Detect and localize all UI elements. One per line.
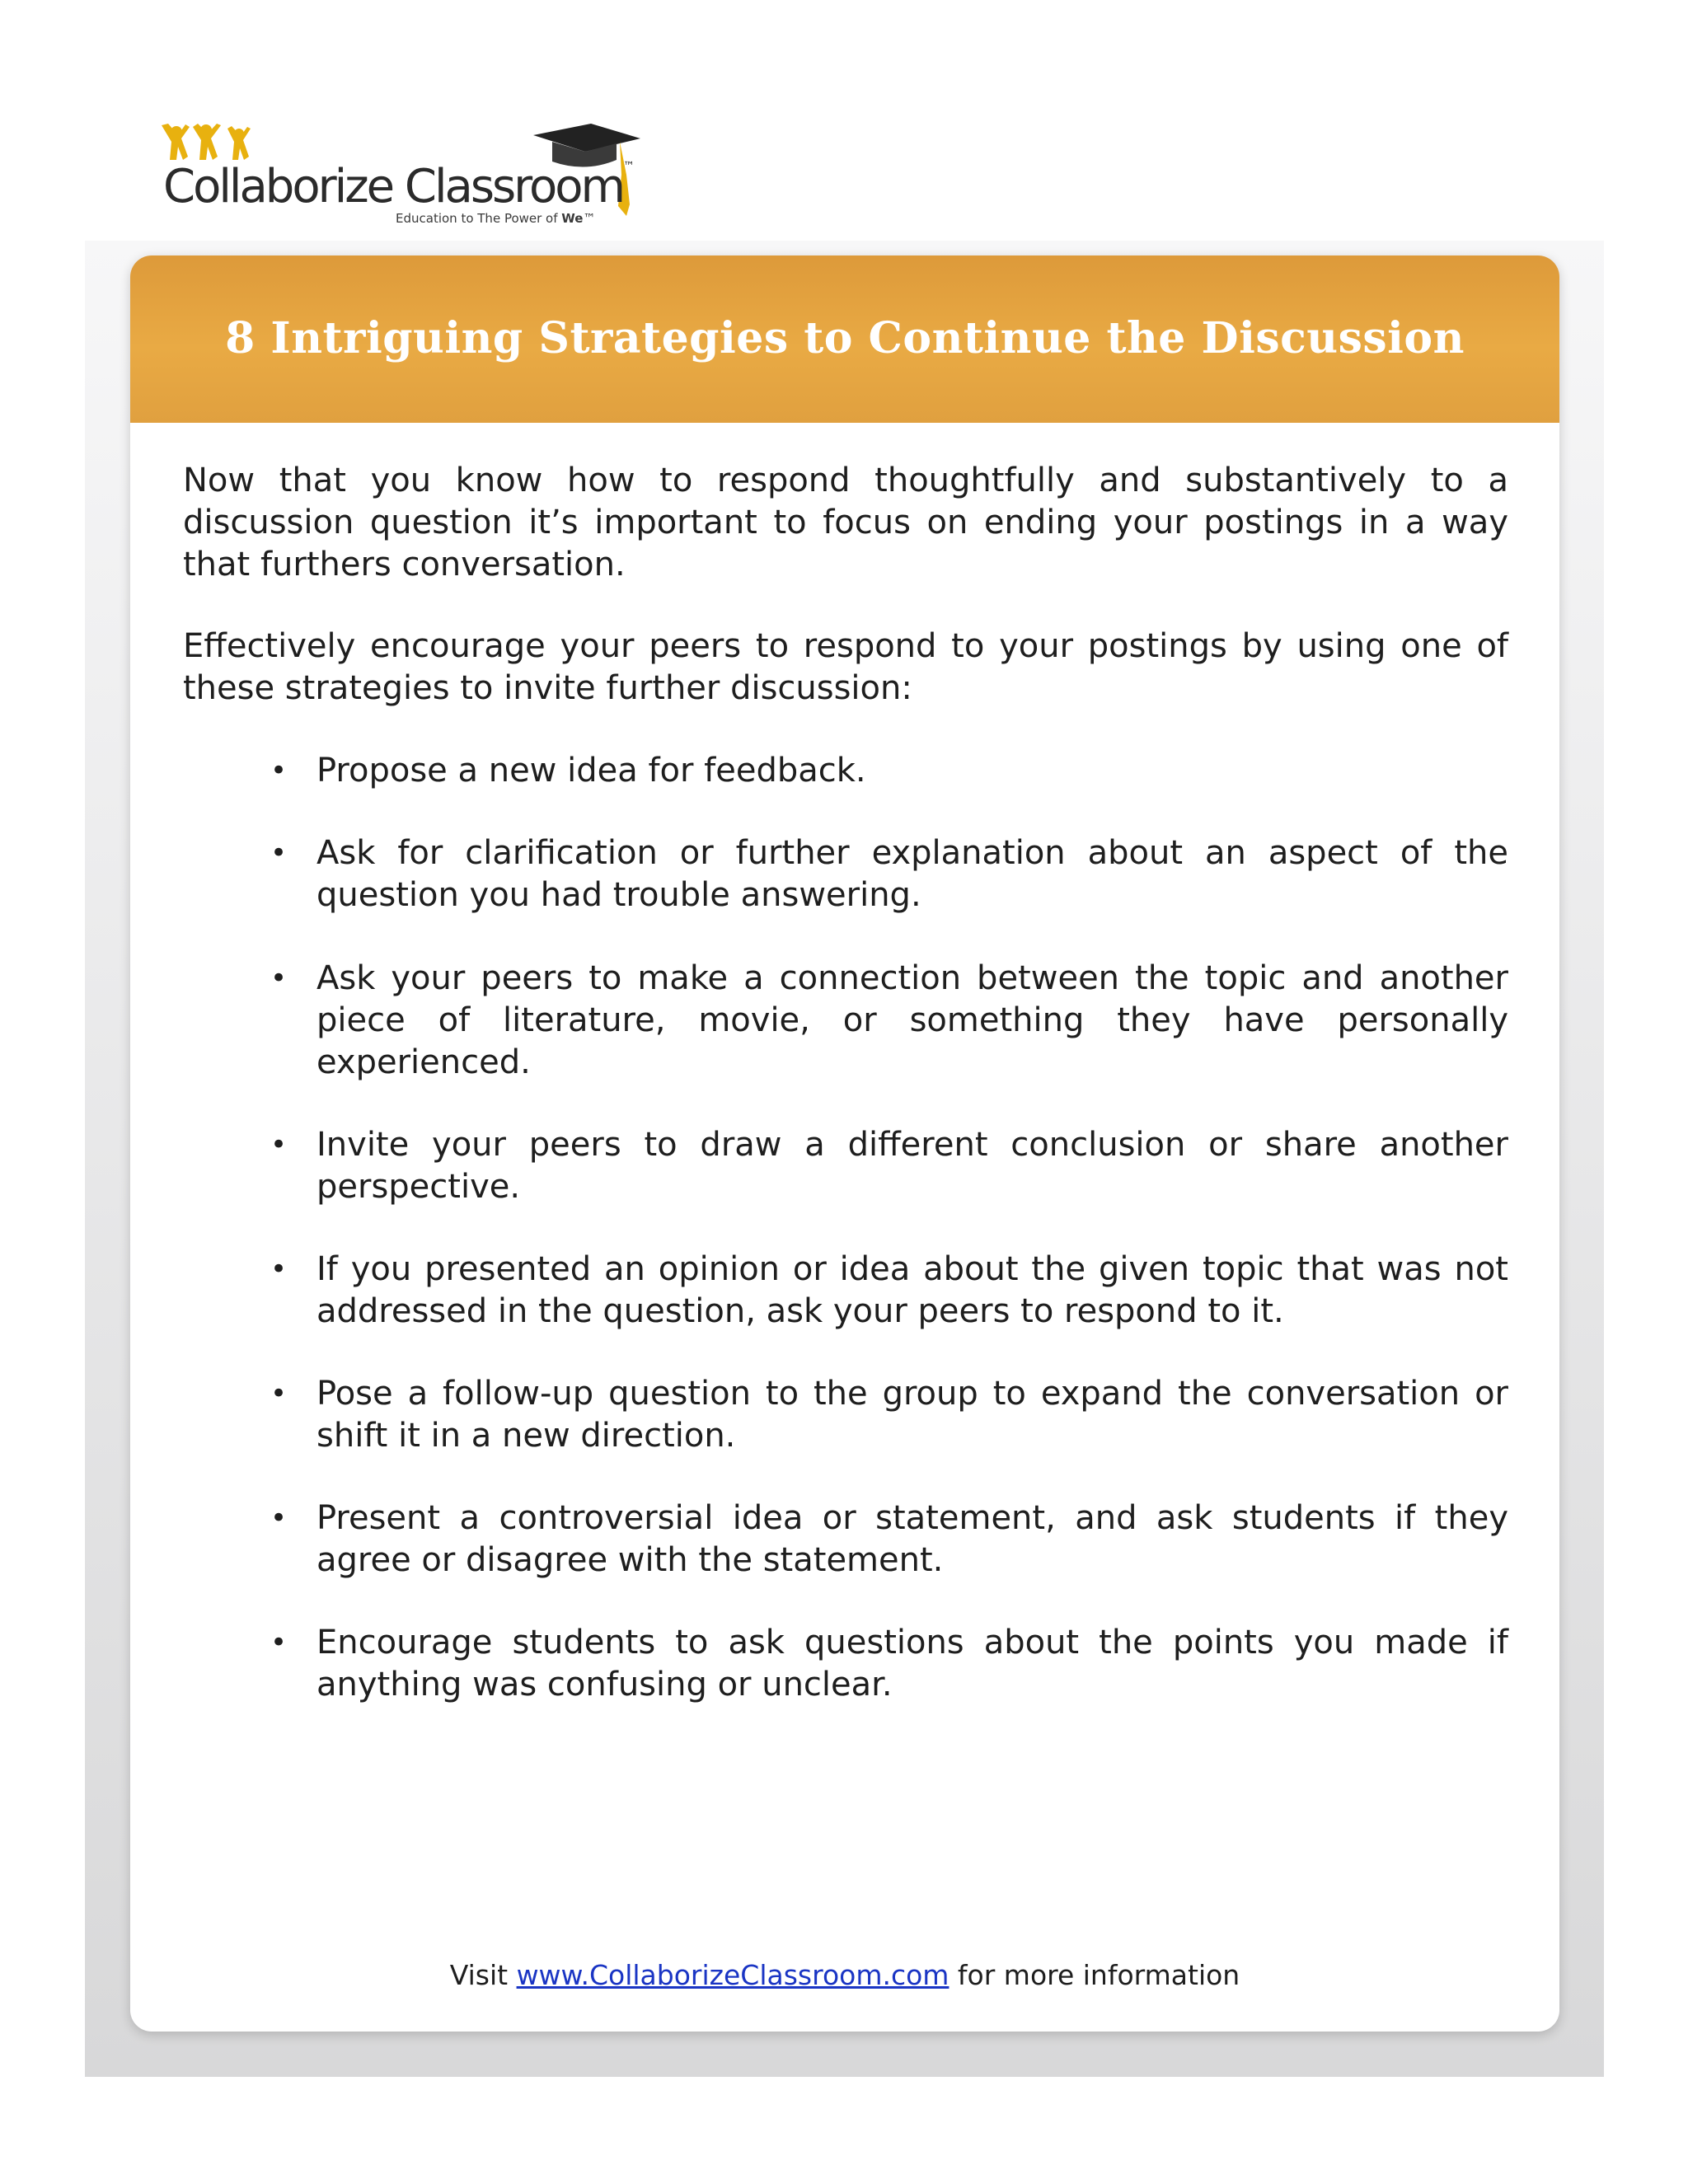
content-card xyxy=(130,255,1559,2032)
website-link[interactable]: www.CollaborizeClassroom.com xyxy=(516,1959,950,1991)
list-item xyxy=(270,1373,1508,1457)
list-item xyxy=(270,832,1508,916)
bullet-icon: • xyxy=(270,1626,288,1659)
bullet-icon: • xyxy=(270,962,288,995)
list-item-text: Pose a follow-up question to the group to expand the conversation or shift it in a new direction. xyxy=(316,1375,1508,1455)
list-item-text: Ask for clarification or further explanation about an aspect of the question you had trouble answering. xyxy=(316,834,1508,914)
list-item-text: If you presented an opinion or idea about the given topic that was not addressed in the question, ask your peers to respond to it. xyxy=(316,1250,1508,1330)
footer-note: Visit www.CollaborizeClassroom.com for more information xyxy=(449,1959,1240,1991)
bullet-icon: • xyxy=(270,1377,288,1410)
logo-tagline: Education to The Power of We™ xyxy=(396,211,596,226)
page-title: 8 Intriguing Strategies to Continue the Discussion xyxy=(225,313,1465,363)
bullet-icon: • xyxy=(270,754,288,787)
collaborize-classroom-logo xyxy=(158,124,653,231)
bullet-icon: • xyxy=(270,1502,288,1535)
list-item-text: Propose a new idea for feedback. xyxy=(316,752,866,790)
bullet-icon: • xyxy=(270,837,288,869)
list-item xyxy=(270,1622,1508,1706)
intro-paragraph: Now that you know how to respond thoughtfully and substantively to a discussion question it’s important to focus on ending your postings in a way that furthers conversation. xyxy=(183,462,1508,583)
instruction-paragraph: Effectively encourage your peers to respond to your postings by using one of these strategies to invite further discussion: xyxy=(183,627,1508,707)
bullet-icon: • xyxy=(270,1128,288,1161)
list-item-text: Present a controversial idea or statement, and ask students if they agree or disagree with the statement. xyxy=(316,1499,1508,1579)
bullet-icon: • xyxy=(270,1253,288,1286)
list-item xyxy=(270,1124,1508,1208)
title-banner xyxy=(130,255,1559,423)
list-item-text: Encourage students to ask questions about the points you made if anything was confusing or unclear. xyxy=(316,1624,1508,1704)
list-item xyxy=(270,958,1508,1084)
list-item-text: Invite your peers to draw a different conclusion or share another perspective. xyxy=(316,1126,1508,1206)
list-item-text: Ask your peers to make a connection between the topic and another piece of literature, movie, or something they have personally experienced. xyxy=(316,959,1508,1081)
list-item xyxy=(270,1497,1508,1582)
logo-wordmark: Collaborize Classroom™ xyxy=(163,160,635,213)
list-item xyxy=(270,1249,1508,1333)
list-item xyxy=(270,750,1508,792)
